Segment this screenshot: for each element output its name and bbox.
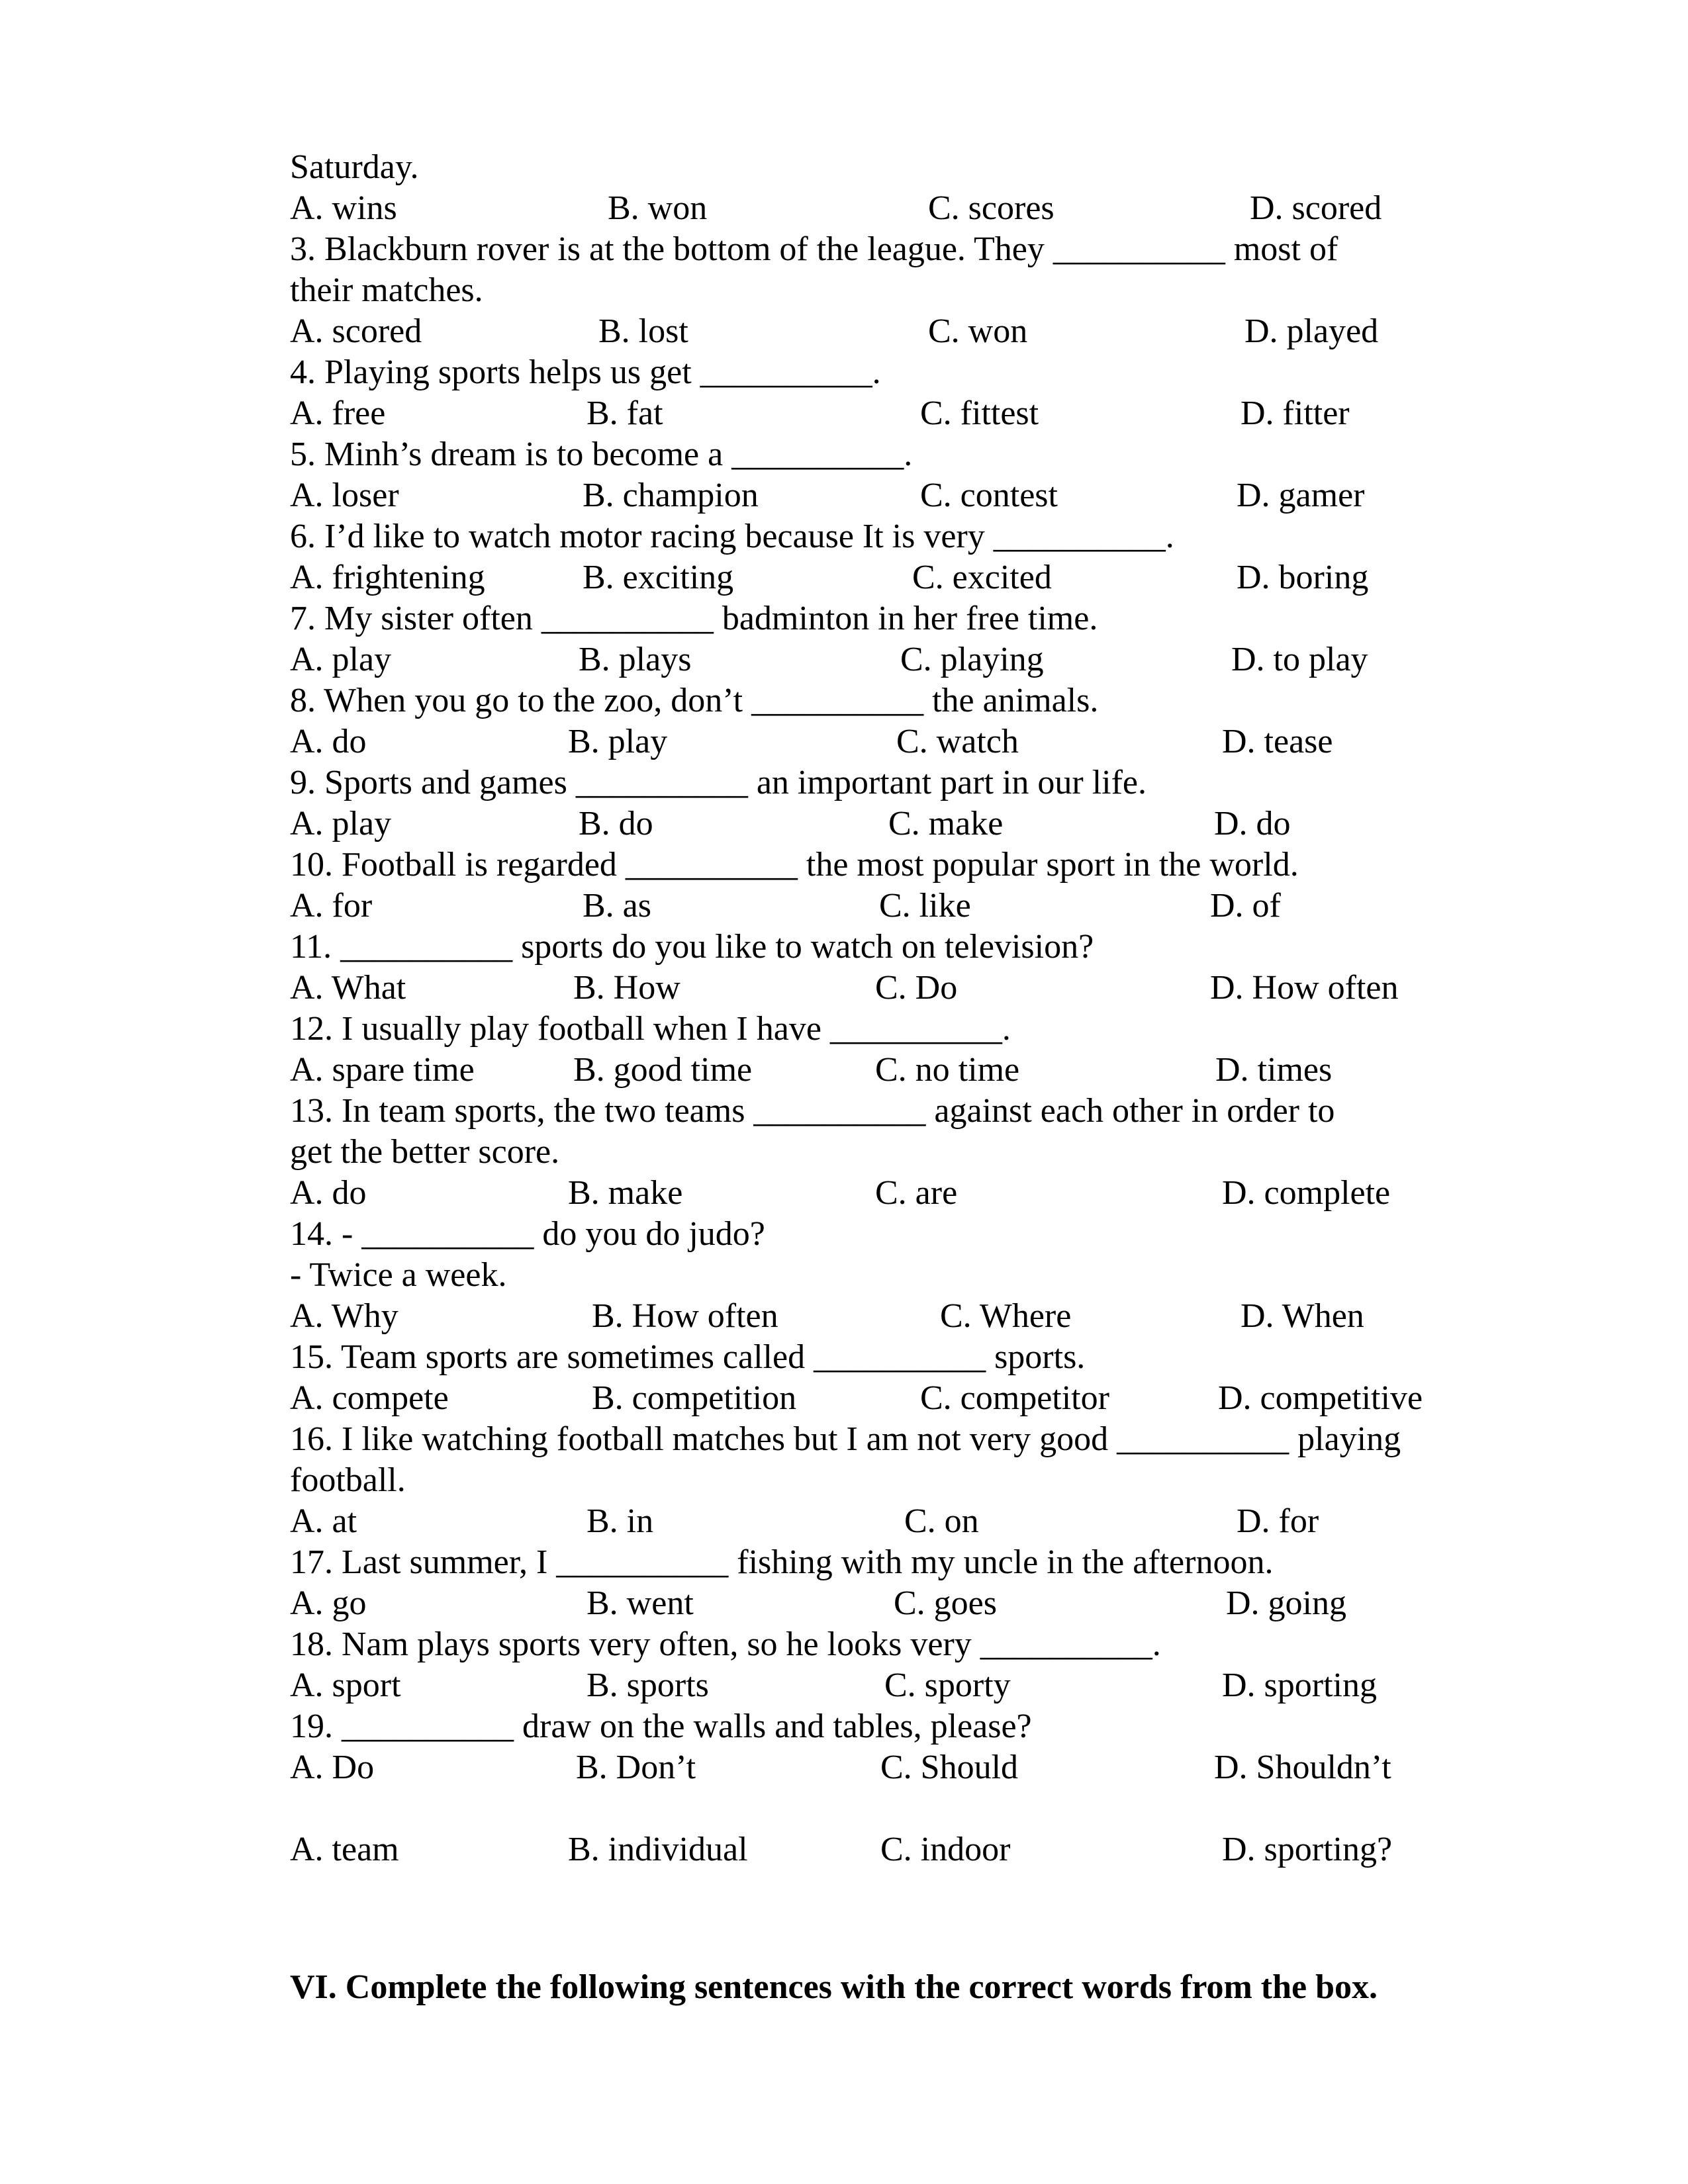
question-14-answer: - Twice a week. <box>290 1256 507 1294</box>
question-5: 5. Minh’s dream is to become a __________. <box>290 435 913 473</box>
question-15: 15. Team sports are sometimes called __________ sports. <box>290 1338 1086 1376</box>
option-c: C. make <box>888 805 1004 842</box>
question-text-line: Saturday. <box>290 148 419 186</box>
option-b: B. went <box>586 1584 694 1622</box>
question-18: 18. Nam plays sports very often, so he looks very __________. <box>290 1625 1161 1663</box>
option-c: C. contest <box>920 477 1058 514</box>
option-b: B. make <box>568 1174 683 1212</box>
option-c: C. scores <box>928 189 1055 227</box>
option-d: D. of <box>1210 887 1281 925</box>
option-b: B. sports <box>586 1666 709 1704</box>
option-a: A. wins <box>290 189 397 227</box>
option-a: A. at <box>290 1502 357 1540</box>
question-13-cont: get the better score. <box>290 1133 560 1171</box>
option-b: B. champion <box>583 477 759 514</box>
option-a: A. frightening <box>290 559 485 596</box>
option-b: B. exciting <box>583 559 734 596</box>
option-a: A. do <box>290 1174 367 1212</box>
question-10: 10. Football is regarded __________ the most popular sport in the world. <box>290 846 1299 884</box>
option-c: C. goes <box>894 1584 997 1622</box>
option-a: A. loser <box>290 477 399 514</box>
option-d: D. sporting <box>1222 1666 1377 1704</box>
option-d: D. How often <box>1210 969 1399 1007</box>
option-c: C. fittest <box>920 394 1039 432</box>
question-7: 7. My sister often __________ badminton in her free time. <box>290 600 1098 637</box>
option-c: C. won <box>928 312 1028 350</box>
option-a: A. for <box>290 887 373 925</box>
option-a: A. play <box>290 641 392 678</box>
option-a: A. Do <box>290 1749 375 1786</box>
option-d: D. tease <box>1222 723 1333 760</box>
option-c: C. competitor <box>920 1379 1109 1417</box>
question-19: 19. __________ draw on the walls and tables, please? <box>290 1707 1032 1745</box>
option-a: A. scored <box>290 312 422 350</box>
option-c: C. no time <box>875 1051 1020 1089</box>
option-c: C. are <box>875 1174 958 1212</box>
section-heading: VI. Complete the following sentences with the correct words from the box. <box>290 1968 1378 2006</box>
question-6: 6. I’d like to watch motor racing because It is very __________. <box>290 518 1174 555</box>
option-b: B. How often <box>592 1297 778 1335</box>
option-c: C. like <box>879 887 971 925</box>
option-d: D. scored <box>1250 189 1382 227</box>
option-c: C. Should <box>880 1749 1019 1786</box>
option-b: B. in <box>586 1502 654 1540</box>
option-a: A. Why <box>290 1297 399 1335</box>
question-3: 3. Blackburn rover is at the bottom of the league. They __________ most of <box>290 230 1338 268</box>
question-12: 12. I usually play football when I have __________. <box>290 1010 1011 1048</box>
option-b: B. competition <box>592 1379 797 1417</box>
question-14: 14. - __________ do you do judo? <box>290 1215 765 1253</box>
option-a: A. compete <box>290 1379 449 1417</box>
option-d: D. to play <box>1231 641 1368 678</box>
option-a: A. go <box>290 1584 367 1622</box>
option-d: D. do <box>1214 805 1291 842</box>
option-b: B. plays <box>579 641 692 678</box>
option-b: B. individual <box>568 1831 748 1868</box>
option-a: A. play <box>290 805 392 842</box>
option-c: C. indoor <box>880 1831 1011 1868</box>
option-a: A. What <box>290 969 406 1007</box>
option-a: A. sport <box>290 1666 401 1704</box>
option-c: C. Where <box>940 1297 1072 1335</box>
option-d: D. played <box>1244 312 1379 350</box>
option-c: C. on <box>904 1502 979 1540</box>
option-d: D. When <box>1241 1297 1364 1335</box>
option-b: B. won <box>608 189 708 227</box>
option-d: D. for <box>1237 1502 1319 1540</box>
option-c: C. excited <box>912 559 1052 596</box>
option-b: B. good time <box>573 1051 753 1089</box>
option-c: C. watch <box>896 723 1019 760</box>
option-b: B. play <box>568 723 668 760</box>
option-a: A. spare time <box>290 1051 475 1089</box>
question-13: 13. In team sports, the two teams __________ against each other in order to <box>290 1092 1335 1130</box>
question-9: 9. Sports and games __________ an important part in our life. <box>290 764 1147 801</box>
option-c: C. Do <box>875 969 958 1007</box>
question-4: 4. Playing sports helps us get __________. <box>290 353 881 391</box>
question-16-cont: football. <box>290 1461 406 1499</box>
option-d: D. going <box>1226 1584 1346 1622</box>
question-17: 17. Last summer, I __________ fishing with my uncle in the afternoon. <box>290 1543 1274 1581</box>
option-a: A. do <box>290 723 367 760</box>
option-d: D. sporting? <box>1222 1831 1393 1868</box>
option-d: D. fitter <box>1241 394 1350 432</box>
option-d: D. competitive <box>1218 1379 1423 1417</box>
option-b: B. How <box>573 969 680 1007</box>
option-d: D. gamer <box>1237 477 1365 514</box>
option-b: B. fat <box>586 394 663 432</box>
question-11: 11. __________ sports do you like to watch on television? <box>290 928 1094 966</box>
option-c: C. sporty <box>884 1666 1011 1704</box>
option-d: D. Shouldn’t <box>1214 1749 1391 1786</box>
option-d: D. times <box>1215 1051 1333 1089</box>
question-8: 8. When you go to the zoo, don’t __________ the animals. <box>290 682 1099 719</box>
option-a: A. team <box>290 1831 399 1868</box>
option-b: B. lost <box>598 312 688 350</box>
option-b: B. Don’t <box>576 1749 696 1786</box>
option-b: B. as <box>583 887 651 925</box>
option-d: D. complete <box>1222 1174 1391 1212</box>
question-3-cont: their matches. <box>290 271 483 309</box>
question-16: 16. I like watching football matches but I am not very good __________ playing <box>290 1420 1401 1458</box>
option-c: C. playing <box>900 641 1044 678</box>
option-a: A. free <box>290 394 386 432</box>
option-d: D. boring <box>1237 559 1369 596</box>
option-b: B. do <box>579 805 653 842</box>
